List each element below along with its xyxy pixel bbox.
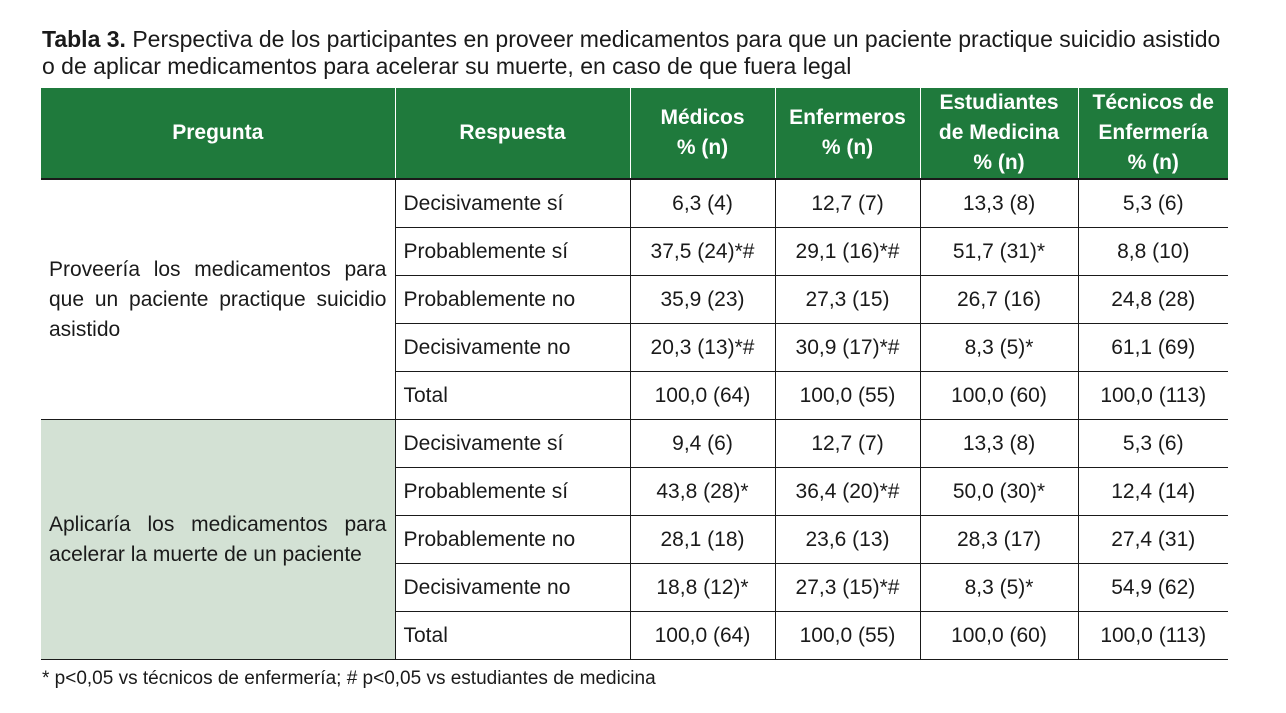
value-cell: 54,9 (62) bbox=[1078, 564, 1228, 612]
header-enfermeros-line1: Enfermeros bbox=[789, 106, 906, 129]
value-cell: 50,0 (30)* bbox=[920, 468, 1078, 516]
value-cell: 9,4 (6) bbox=[630, 420, 775, 468]
response-cell: Probablemente sí bbox=[395, 228, 630, 276]
value-cell: 100,0 (113) bbox=[1078, 372, 1228, 420]
header-tecnicos-line3: % (n) bbox=[1127, 151, 1179, 174]
question-text: Proveería los medicamentos para que un paciente practique suicidio asistido bbox=[49, 257, 387, 341]
question-cell bbox=[41, 179, 395, 420]
response-cell: Decisivamente no bbox=[395, 564, 630, 612]
value-cell: 8,3 (5)* bbox=[920, 564, 1078, 612]
value-cell: 13,3 (8) bbox=[920, 420, 1078, 468]
value-cell: 23,6 (13) bbox=[775, 516, 920, 564]
header-enfermeros-line2: % (n) bbox=[821, 136, 874, 159]
value-cell: 35,9 (23) bbox=[630, 276, 775, 324]
value-cell: 28,1 (18) bbox=[630, 516, 775, 564]
header-tecnicos-line2: Enfermería bbox=[1098, 121, 1209, 144]
value-cell: 100,0 (64) bbox=[630, 372, 775, 420]
value-cell: 12,7 (7) bbox=[775, 179, 920, 228]
value-cell: 28,3 (17) bbox=[920, 516, 1078, 564]
value-cell: 5,3 (6) bbox=[1078, 179, 1228, 228]
response-cell: Probablemente no bbox=[395, 516, 630, 564]
caption-text: Perspectiva de los participantes en proveer medicamentos para que un paciente practique suicidio asistido o de aplicar medicamentos para acelerar su muerte, en caso de que fuera legal bbox=[42, 26, 1221, 79]
value-cell: 100,0 (55) bbox=[775, 372, 920, 420]
value-cell: 29,1 (16)*# bbox=[775, 228, 920, 276]
value-cell: 36,4 (20)*# bbox=[775, 468, 920, 516]
caption-label: Tabla 3. bbox=[42, 26, 126, 52]
value-cell: 12,4 (14) bbox=[1078, 468, 1228, 516]
header-enfermeros bbox=[775, 88, 920, 179]
header-medicos-line2: % (n) bbox=[676, 136, 729, 159]
header-medicos bbox=[630, 88, 775, 179]
header-estudiantes-line2: de Medicina bbox=[938, 121, 1060, 144]
value-cell: 43,8 (28)* bbox=[630, 468, 775, 516]
response-cell: Probablemente no bbox=[395, 276, 630, 324]
header-tecnicos-line1: Técnicos de bbox=[1092, 91, 1214, 114]
value-cell: 24,8 (28) bbox=[1078, 276, 1228, 324]
value-cell: 51,7 (31)* bbox=[920, 228, 1078, 276]
response-cell: Total bbox=[395, 612, 630, 660]
value-cell: 20,3 (13)*# bbox=[630, 324, 775, 372]
header-medicos-line1: Médicos bbox=[660, 106, 745, 129]
value-cell: 13,3 (8) bbox=[920, 179, 1078, 228]
response-cell: Decisivamente sí bbox=[395, 420, 630, 468]
value-cell: 100,0 (60) bbox=[920, 612, 1078, 660]
value-cell: 27,3 (15)*# bbox=[775, 564, 920, 612]
value-cell: 6,3 (4) bbox=[630, 179, 775, 228]
table-row bbox=[41, 420, 1228, 468]
results-table bbox=[41, 88, 1228, 660]
header-respuesta: Respuesta bbox=[395, 88, 630, 179]
table-caption bbox=[42, 26, 1232, 80]
value-cell: 27,4 (31) bbox=[1078, 516, 1228, 564]
group-aplicar bbox=[41, 420, 1228, 660]
value-cell: 18,8 (12)* bbox=[630, 564, 775, 612]
header-estudiantes-line1: Estudiantes bbox=[939, 91, 1059, 114]
value-cell: 30,9 (17)*# bbox=[775, 324, 920, 372]
table-row bbox=[41, 179, 1228, 228]
value-cell: 100,0 (64) bbox=[630, 612, 775, 660]
header-row bbox=[41, 88, 1228, 179]
group-proveer bbox=[41, 179, 1228, 420]
value-cell: 100,0 (113) bbox=[1078, 612, 1228, 660]
response-cell: Total bbox=[395, 372, 630, 420]
header-estudiantes bbox=[920, 88, 1078, 179]
response-cell: Probablemente sí bbox=[395, 468, 630, 516]
value-cell: 26,7 (16) bbox=[920, 276, 1078, 324]
response-cell: Decisivamente no bbox=[395, 324, 630, 372]
footnote: * p<0,05 vs técnicos de enfermería; # p<0,05 vs estudiantes de medicina bbox=[42, 668, 656, 689]
header-tecnicos bbox=[1078, 88, 1228, 179]
value-cell: 8,8 (10) bbox=[1078, 228, 1228, 276]
question-text: Aplicaría los medicamentos para acelerar la muerte de un paciente bbox=[49, 512, 387, 566]
header-estudiantes-line3: % (n) bbox=[973, 151, 1025, 174]
value-cell: 100,0 (55) bbox=[775, 612, 920, 660]
value-cell: 8,3 (5)* bbox=[920, 324, 1078, 372]
value-cell: 12,7 (7) bbox=[775, 420, 920, 468]
header-pregunta: Pregunta bbox=[41, 88, 395, 179]
value-cell: 61,1 (69) bbox=[1078, 324, 1228, 372]
value-cell: 27,3 (15) bbox=[775, 276, 920, 324]
question-cell bbox=[41, 420, 395, 660]
value-cell: 37,5 (24)*# bbox=[630, 228, 775, 276]
value-cell: 5,3 (6) bbox=[1078, 420, 1228, 468]
response-cell: Decisivamente sí bbox=[395, 179, 630, 228]
value-cell: 100,0 (60) bbox=[920, 372, 1078, 420]
